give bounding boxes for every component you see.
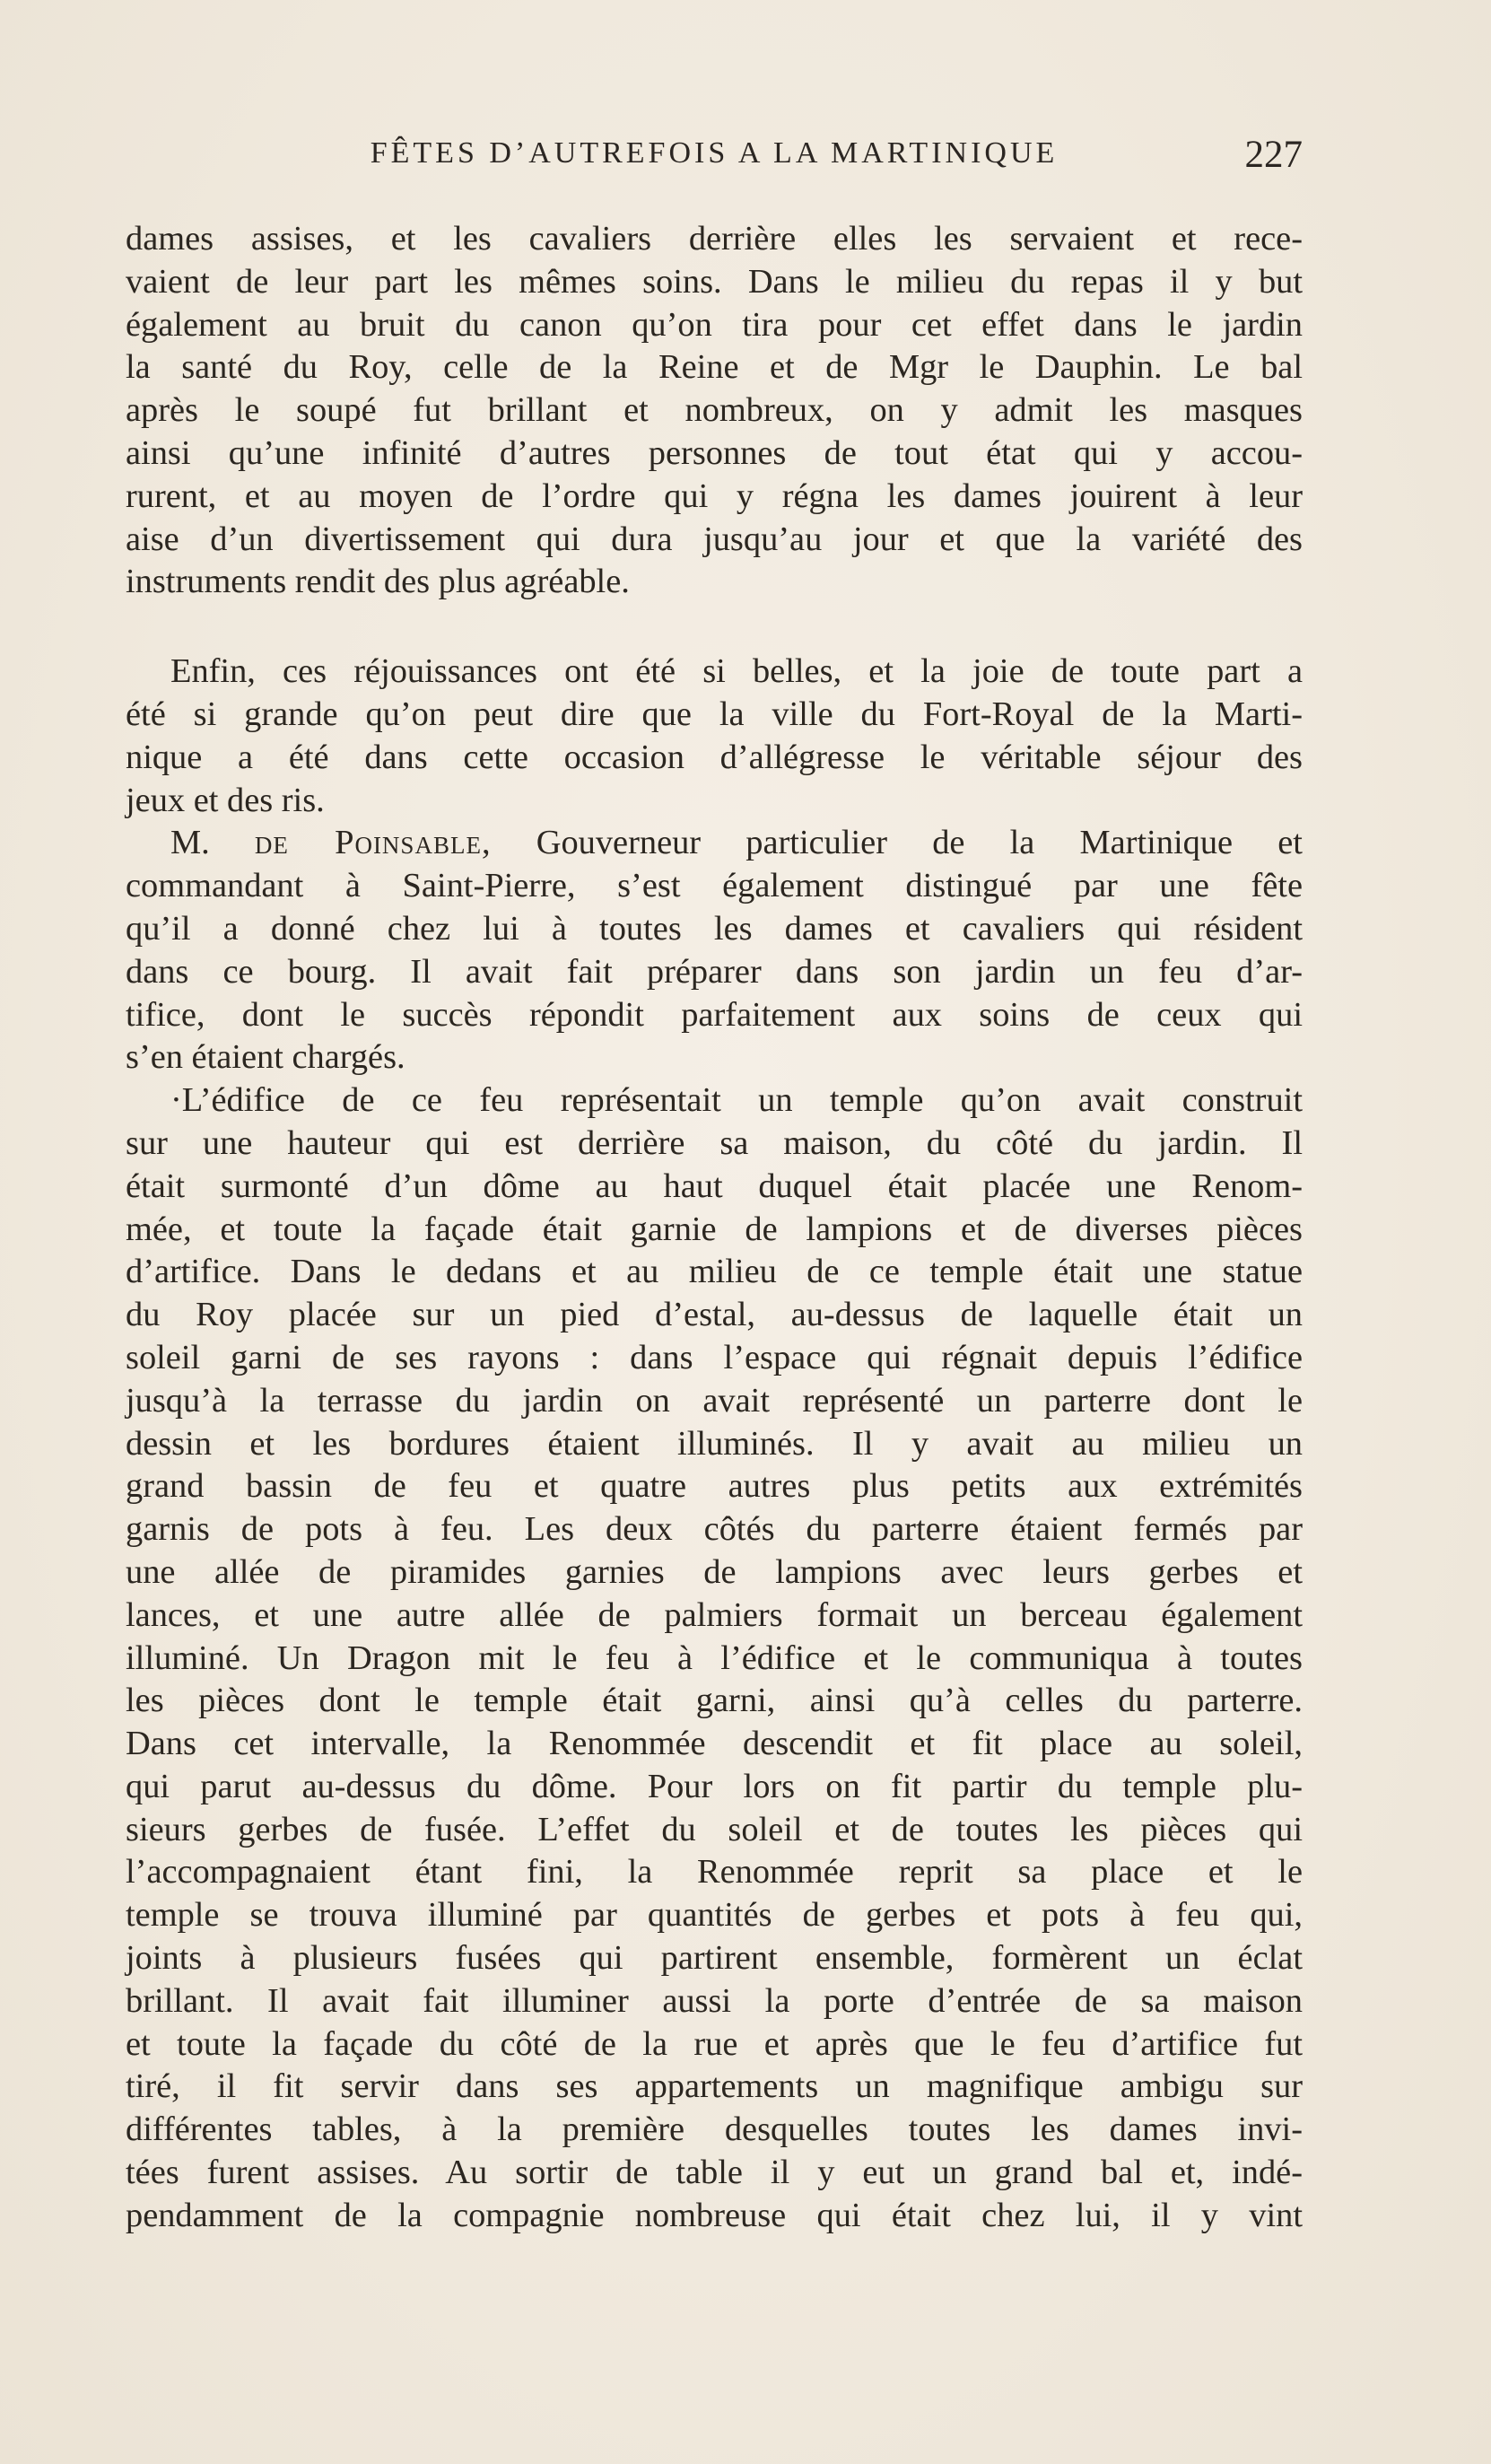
text-line: Dans cet intervalle, la Renommée descendit et fit place au soleil, bbox=[126, 1725, 1303, 1763]
text-fragment: Gouverneur particulier de la Martinique et bbox=[536, 824, 1303, 862]
text-line: et toute la façade du côté de la rue et après que le feu d’artifice fut bbox=[126, 2024, 1303, 2063]
text-line: tifice, dont le succès répondit parfaitement aux soins de ceux qui bbox=[126, 995, 1303, 1034]
text-line: été si grande qu’on peut dire que la ville du Fort-Royal de la Marti- bbox=[126, 695, 1303, 733]
text-line: dessin et les bordures étaient illuminés. Il y avait au milieu un bbox=[126, 1424, 1303, 1463]
text-line: soleil garni de ses rayons : dans l’espace qui régnait depuis l’édifice bbox=[126, 1338, 1303, 1376]
person-name: de Poinsable, bbox=[254, 824, 492, 862]
text-line: nique a été dans cette occasion d’allégresse le véritable séjour des bbox=[126, 738, 1303, 776]
text-line: mée, et toute la façade était garnie de lampions et de diverses pièces bbox=[126, 1210, 1303, 1248]
text-line: différentes tables, à la première desquelles toutes les dames invi- bbox=[126, 2110, 1303, 2149]
text-line: illuminé. Un Dragon mit le feu à l’édifice et le communiqua à toutes bbox=[126, 1638, 1303, 1677]
text-line: était surmonté d’un dôme au haut duquel était placée une Renom- bbox=[126, 1166, 1303, 1205]
text-line: sieurs gerbes de fusée. L’effet du soleil et de toutes les pièces qui bbox=[126, 1810, 1303, 1848]
text-line: instruments rendit des plus agréable. bbox=[126, 563, 630, 601]
text-line: d’artifice. Dans le dedans et au milieu de ce temple était une statue bbox=[126, 1253, 1303, 1291]
text-line: ainsi qu’une infinité d’autres personnes de tout état qui y accou- bbox=[126, 433, 1303, 472]
text-line: du Roy placée sur un pied d’estal, au-dessus de laquelle était un bbox=[126, 1296, 1303, 1334]
text-line: temple se trouva illuminé par quantités de gerbes et pots à feu qui, bbox=[126, 1896, 1303, 1935]
text-line: vaient de leur part les mêmes soins. Dans le milieu du repas il y but bbox=[126, 262, 1303, 301]
text-line: la santé du Roy, celle de la Reine et de Mgr le Dauphin. Le bal bbox=[126, 348, 1303, 387]
text-line: qui parut au-dessus du dôme. Pour lors on fit partir du temple plu- bbox=[126, 1767, 1303, 1805]
page-number: 227 bbox=[1244, 134, 1303, 176]
text-line: tiré, il fit servir dans ses appartements un magnifique ambigu sur bbox=[126, 2067, 1303, 2106]
text-line: dames assises, et les cavaliers derrière elles les servaient et rece- bbox=[126, 220, 1303, 258]
text-line: brillant. Il avait fait illuminer aussi la porte d’entrée de sa maison bbox=[126, 1981, 1303, 2020]
paragraph-gap bbox=[126, 604, 1303, 651]
running-head bbox=[126, 133, 1303, 178]
text-line: jusqu’à la terrasse du jardin on avait représenté un parterre dont le bbox=[126, 1381, 1303, 1420]
paragraph-2 bbox=[126, 651, 1303, 822]
text-line: qu’il a donné chez lui à toutes les dames et cavaliers qui résident bbox=[126, 909, 1303, 948]
text-line bbox=[126, 822, 1303, 865]
text-line: une allée de piramides garnies de lampions avec leurs gerbes et bbox=[126, 1552, 1303, 1591]
text-line: grand bassin de feu et quatre autres plus petits aux extrémités bbox=[126, 1467, 1303, 1506]
text-line: tées furent assises. Au sortir de table il y eut un grand bal et, indé- bbox=[126, 2154, 1303, 2192]
text-line: dans ce bourg. Il avait fait préparer dans son jardin un feu d’ar- bbox=[126, 952, 1303, 991]
honorific: M. bbox=[170, 824, 210, 862]
text-line: ·L’édifice de ce feu représentait un temple qu’on avait construit bbox=[170, 1081, 1303, 1120]
text-line: sur une hauteur qui est derrière sa maison, du côté du jardin. Il bbox=[126, 1123, 1303, 1162]
text-line: garnis de pots à feu. Les deux côtés du parterre étaient fermés par bbox=[126, 1510, 1303, 1549]
text-line: rurent, et au moyen de l’ordre qui y régna les dames jouirent à leur bbox=[126, 476, 1303, 515]
paragraph-1 bbox=[126, 218, 1303, 604]
paragraph-3 bbox=[126, 822, 1303, 1079]
paragraph-4 bbox=[126, 1079, 1303, 2238]
text-line: commandant à Saint-Pierre, s’est également distingué par une fête bbox=[126, 867, 1303, 905]
text-line: s’en étaient chargés. bbox=[126, 1038, 405, 1077]
text-line: joints à plusieurs fusées qui partirent ensemble, formèrent un éclat bbox=[126, 1939, 1303, 1978]
text-line: pendamment de la compagnie nombreuse qui était chez lui, il y vint bbox=[126, 2196, 1303, 2234]
running-title: FÊTES D’AUTREFOIS A LA MARTINIQUE bbox=[370, 136, 1059, 170]
text-line: également au bruit du canon qu’on tira pour cet effet dans le jardin bbox=[126, 305, 1303, 344]
text-line: lances, et une autre allée de palmiers formait un berceau également bbox=[126, 1595, 1303, 1634]
text-line: Enfin, ces réjouissances ont été si belles, et la joie de toute part a bbox=[170, 652, 1303, 691]
text-line: l’accompagnaient étant fini, la Renommée reprit sa place et le bbox=[126, 1853, 1303, 1892]
text-line: jeux et des ris. bbox=[126, 781, 325, 819]
text-line: aise d’un divertissement qui dura jusqu’au jour et que la variété des bbox=[126, 520, 1303, 558]
text-line: les pièces dont le temple était garni, ainsi qu’à celles du parterre. bbox=[126, 1682, 1303, 1720]
text-line: après le soupé fut brillant et nombreux, on y admit les masques bbox=[126, 391, 1303, 430]
body-text bbox=[126, 218, 1303, 2238]
